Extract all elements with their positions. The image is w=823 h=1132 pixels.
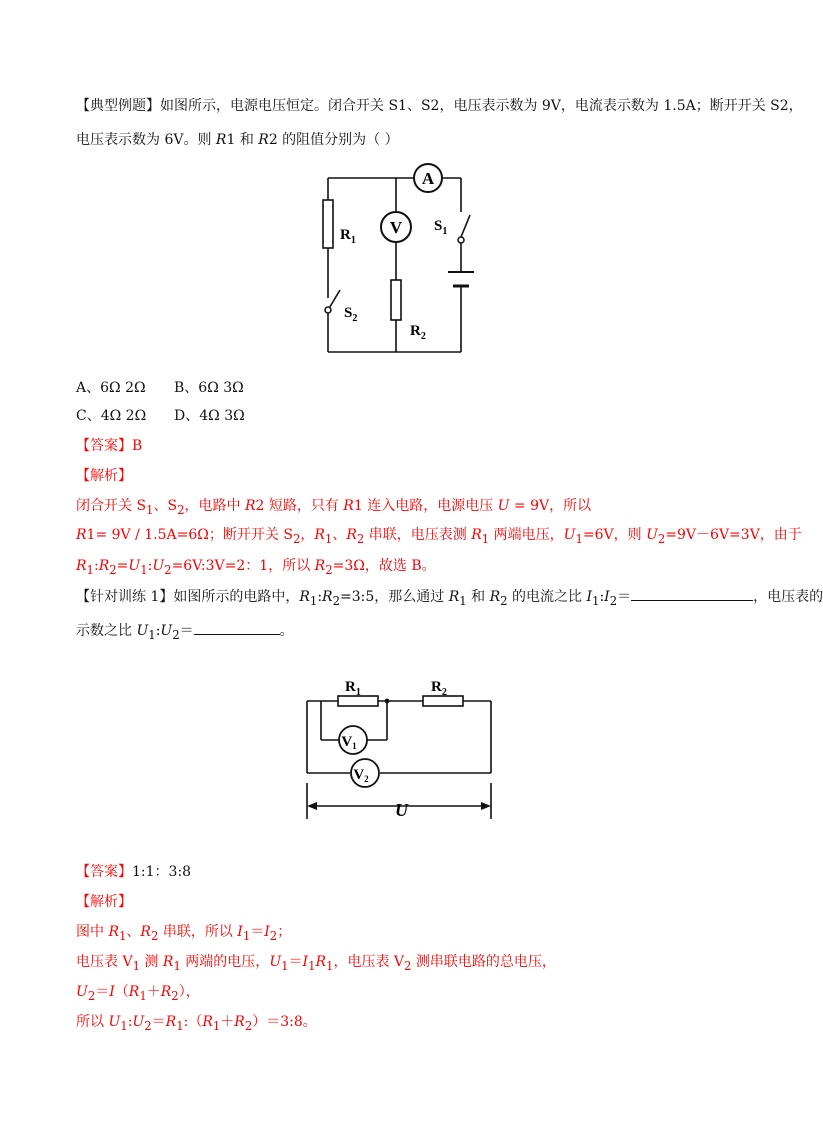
options-row-1 <box>76 378 244 398</box>
text-run: : <box>599 589 605 605</box>
subscript: 2 <box>172 627 180 642</box>
text-run: =3:5，那么通过 <box>340 589 449 605</box>
variable: U <box>646 527 658 543</box>
subscript: 1 <box>140 562 148 577</box>
fig2-r2-label: $R_2$ <box>431 679 447 698</box>
variable: R <box>76 558 87 574</box>
subscript: 1 <box>132 958 140 973</box>
variable: R <box>314 558 326 574</box>
subscript: 2 <box>292 531 301 546</box>
v2-label: $V_2$ <box>353 767 369 784</box>
text-run: 电压表 V <box>76 954 133 970</box>
training-line-2 <box>76 620 294 645</box>
answer-value: B <box>132 438 143 454</box>
option-c: C、4Ω 2Ω <box>76 408 147 424</box>
subscript: 2 <box>657 531 666 546</box>
subscript: 2 <box>325 562 333 577</box>
circuit-figure-1 <box>318 160 488 364</box>
text-run: =3Ω，故选 B。 <box>332 558 436 574</box>
text-run: 两端的电压， <box>180 954 270 970</box>
subscript: 2 <box>150 928 159 943</box>
text-run: （ <box>114 984 129 1000</box>
subscript: 2 <box>269 928 278 943</box>
analysis-2-line-4 <box>76 1012 317 1036</box>
text-run: =6V，则 <box>582 527 647 543</box>
subscript: 2 <box>609 593 618 608</box>
text-run: 闭合开关 S <box>76 498 147 514</box>
answer-tag: 【答案】 <box>76 438 132 454</box>
variable: R <box>322 589 333 605</box>
example-text-2a: 电压表示数为 6V。则 <box>76 132 216 148</box>
answer-blank-2[interactable] <box>194 620 280 635</box>
circuit-diagram-2 <box>303 673 497 821</box>
text-run: ＝ <box>95 984 110 1000</box>
s1-label: $S_1$ <box>434 218 448 237</box>
subscript: 2 <box>500 593 508 608</box>
variable: R <box>343 498 354 514</box>
text-run: =6V:3V=2：1，所以 <box>171 558 315 574</box>
answer-tag: 【答案】 <box>76 864 132 880</box>
fig2-r1-label: $R_1$ <box>345 679 361 698</box>
variable: I <box>109 984 115 1000</box>
text-run: 测 <box>139 954 163 970</box>
subscript: 2 <box>171 988 179 1003</box>
subscript: 1 <box>592 593 600 608</box>
text-run: : <box>93 558 99 574</box>
variable: U <box>160 623 173 639</box>
variable: R <box>108 924 119 940</box>
text-run: 串联，电压表测 <box>364 527 472 543</box>
option-d: D、4Ω 3Ω <box>174 408 245 424</box>
variable: I <box>604 589 610 605</box>
variable: R <box>165 1014 177 1030</box>
text-run: 两端电压， <box>489 527 564 543</box>
text-run: ，电压表的 <box>753 589 823 605</box>
variable: R <box>471 527 482 543</box>
text-run: ＝ <box>179 623 194 639</box>
subscript: 2 <box>356 531 365 546</box>
fig2-u-label: U <box>395 800 408 820</box>
variable: R <box>202 1014 213 1030</box>
text-run: ，电压表 V <box>333 954 405 970</box>
options-row-2 <box>76 406 245 426</box>
option-b: B、6Ω 3Ω <box>174 380 244 396</box>
text-run: 如图所示的电路中， <box>173 589 300 605</box>
subscript: 1 <box>242 928 251 943</box>
circuit-figure-2 <box>303 673 497 825</box>
example-tag: 【典型例题】 <box>76 98 160 114</box>
variable: R <box>489 589 501 605</box>
text-run: 图中 <box>76 924 109 940</box>
text-run: : <box>155 623 161 639</box>
variable: R <box>98 558 110 574</box>
circuit-diagram-1 <box>318 160 488 360</box>
variable: U <box>132 1014 145 1030</box>
subscript: 1 <box>139 988 147 1003</box>
variable: R <box>314 527 325 543</box>
s2-label: $S_2$ <box>344 305 358 324</box>
text-run: 2 短路，只有 <box>255 498 344 514</box>
text-run: ＝ <box>288 954 303 970</box>
subscript: 2 <box>332 593 341 608</box>
example-text-1: 如图所示，电源电压恒定。闭合开关 S1、S2，电压表示数为 9V，电流表示数为 1.5A；断开开关 S2， <box>160 98 803 114</box>
subscript: 1 <box>119 928 127 943</box>
ammeter-label: A <box>421 169 435 188</box>
variable: U <box>563 527 576 543</box>
text-run: 所以 <box>76 1014 109 1030</box>
variable: R <box>299 589 310 605</box>
variable: I <box>237 924 243 940</box>
subscript: 1 <box>146 502 154 517</box>
text-run: ，电路中 <box>184 498 245 514</box>
text-run: 测串联电路的总电压， <box>411 954 556 970</box>
subscript: 2 <box>144 1018 152 1033</box>
example-text-2b: 1 和 <box>226 132 259 148</box>
voltmeter-label: V <box>389 218 403 237</box>
example-text-2c: 2 的阻值分别为（ ） <box>268 132 399 148</box>
training-tag: 【针对训练 1】 <box>76 589 174 605</box>
v1-label: $V_1$ <box>341 734 357 751</box>
subscript: 1 <box>326 958 334 973</box>
variable: R <box>346 527 357 543</box>
text-run: ＝ <box>151 1014 166 1030</box>
switch-s2-contact <box>325 307 331 313</box>
text-run: ＝ <box>617 589 632 605</box>
subscript: 1 <box>459 593 467 608</box>
training-line-1 <box>76 586 823 611</box>
text-run: ＝ <box>250 924 265 940</box>
subscript: 1 <box>281 958 289 973</box>
example-line-2 <box>76 130 399 150</box>
variable: U <box>497 498 510 514</box>
text-run: 串联，所以 <box>158 924 238 940</box>
variable: R <box>128 984 140 1000</box>
variable: I <box>264 924 270 940</box>
text-run: : <box>147 558 153 574</box>
text-run: ）， <box>178 984 200 1000</box>
text-run: 1= 9V / 1.5A=6Ω；断开开关 S <box>86 527 293 543</box>
variable: I <box>586 589 593 605</box>
subscript: 1 <box>324 531 333 546</box>
example-line-1 <box>76 96 803 116</box>
variable: R <box>448 589 460 605</box>
analysis-2-tag: 【解析】 <box>76 894 132 910</box>
text-run: =9V－6V=3V，由于 <box>665 527 802 543</box>
option-a: A、6Ω 2Ω <box>76 380 146 396</box>
answer-value: 1:1：3:8 <box>132 864 192 880</box>
variable: R <box>315 954 327 970</box>
subscript: 2 <box>87 988 96 1003</box>
var-r: R <box>215 132 227 148</box>
variable: R <box>244 498 256 514</box>
variable: U <box>152 558 165 574</box>
text-run: :（ <box>183 1014 203 1030</box>
subscript: 1 <box>212 1018 221 1033</box>
text-run: 。 <box>279 623 294 639</box>
text-run: 示数之比 <box>76 623 137 639</box>
subscript: 1 <box>173 958 181 973</box>
subscript: 2 <box>164 562 172 577</box>
text-run: ＋ <box>220 1014 235 1030</box>
text-run: : <box>127 1014 133 1030</box>
variable: U <box>128 558 141 574</box>
analysis-1-line-1 <box>76 496 591 520</box>
analysis-2-line-1 <box>76 922 291 946</box>
text-run: ， <box>300 527 315 543</box>
variable: U <box>108 1014 121 1030</box>
text-run: 的电流之比 <box>507 589 587 605</box>
subscript: 1 <box>308 958 316 973</box>
subscript: 1 <box>575 531 583 546</box>
subscript: 1 <box>309 593 318 608</box>
variable: U <box>136 623 149 639</box>
variable: U <box>269 954 282 970</box>
answer-blank-1[interactable] <box>631 586 753 601</box>
var-r: R <box>258 132 269 148</box>
r2-label: $R_2$ <box>410 323 426 342</box>
variable: R <box>140 924 151 940</box>
analysis-2-line-2 <box>76 952 556 976</box>
text-run: = <box>116 558 129 574</box>
subscript: 1 <box>176 1018 184 1033</box>
subscript: 1 <box>86 562 94 577</box>
switch-s1-contact <box>458 237 464 243</box>
analysis-1-tag: 【解析】 <box>76 468 132 484</box>
variable: U <box>76 984 88 1000</box>
r1-label: $R_1$ <box>340 227 356 246</box>
text-run: ）＝3:8。 <box>252 1014 317 1030</box>
subscript: 2 <box>109 562 117 577</box>
subscript: 1 <box>148 627 156 642</box>
answer-1 <box>76 436 142 456</box>
subscript: 1 <box>120 1018 128 1033</box>
junction-node <box>385 699 390 704</box>
answer-2 <box>76 862 191 882</box>
arrow-left-icon <box>307 802 317 810</box>
text-run: : <box>317 589 323 605</box>
text-run: 、 <box>126 924 141 940</box>
subscript: 1 <box>481 531 490 546</box>
variable: R <box>76 527 87 543</box>
analysis-1-line-3 <box>76 556 436 580</box>
variable: I <box>302 954 309 970</box>
variable: R <box>234 1014 245 1030</box>
text-run: 1 连入电路，电源电压 <box>353 498 498 514</box>
analysis-1-line-2 <box>76 525 802 549</box>
text-run: 和 <box>466 589 490 605</box>
analysis-2-line-3 <box>76 982 200 1006</box>
text-run: ＋ <box>146 984 161 1000</box>
text-run: 、S <box>153 498 178 514</box>
subscript: 2 <box>177 502 185 517</box>
subscript: 2 <box>244 1018 253 1033</box>
variable: R <box>160 984 172 1000</box>
text-run: ； <box>277 924 292 940</box>
subscript: 2 <box>404 958 412 973</box>
text-run: = 9V，所以 <box>509 498 592 514</box>
arrow-right-icon <box>481 802 491 810</box>
text-run: 、 <box>332 527 347 543</box>
variable: R <box>162 954 174 970</box>
